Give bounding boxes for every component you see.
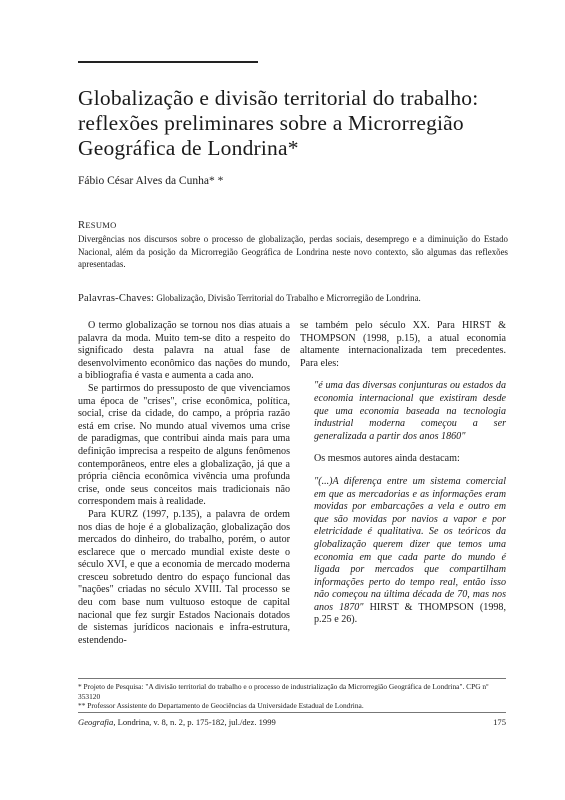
paragraph: Para KURZ (1997, p.135), a palavra de ordem nos dias de hoje é a globalização, globalização dos mercados do dinheiro, do trabalho, porém, o autor esclarece que o mercado mundial existe deste o século XVI, e que a economia de mercado moderna cresceu sobretudo dentro do espaço funcional das "nações" criadas no século XVIII. Tal processo se deu com base num vultuoso estoque de capital nacional que fez surgir Estados Nacionais dotados de sistemas jurídicos nacionais e infra-estrutura, estendendo- bbox=[78, 508, 290, 646]
footer-rule bbox=[78, 712, 506, 713]
keywords-label: Palavras-Chaves: bbox=[78, 293, 155, 304]
keywords-text: Globalização, Divisão Territorial do Trabalho e Microrregião de Londrina. bbox=[156, 293, 421, 303]
block-quote bbox=[314, 476, 506, 627]
paragraph: Se partirmos do pressuposto de que vivenciamos uma época de "crises", crise econômica, política, social, crise da cidade, do campo, a própria razão está em crise. No mundo atual vivemos uma crise de paradigmas, que contribui ainda mais para uma definição imprecisa a respeito de alguns fenômenos contemporâneos, entre eles a globalização, já que a própria ciência econômica vivência uma profunda crise, onde seus conceitos mais tradicionais não correspondem mais à realidade. bbox=[78, 382, 290, 508]
page-number: 175 bbox=[493, 717, 506, 727]
author-name: Fábio César Alves da Cunha* * bbox=[78, 175, 224, 187]
footnote: ** Professor Assistente do Departamento de Geociências da Universidade Estadual de Londrina. bbox=[78, 701, 364, 711]
body-column-right bbox=[300, 320, 506, 637]
keywords bbox=[78, 292, 508, 305]
journal-name: Geografia, bbox=[78, 717, 116, 727]
header-rule bbox=[78, 61, 258, 63]
abstract-text: Divergências nos discursos sobre o processo de globalização, perdas sociais, desemprego e a diminuição do Estado Nacional, além da posição da Microrregião Geográfica de Londrina neste novo contexto, são algumas das reflexões apresentadas. bbox=[78, 234, 508, 269]
article-title: Globalização e divisão territorial do trabalho: reflexões preliminares sobre a Microrregião Geográfica de Londrina* bbox=[78, 86, 479, 160]
quote-citation: HIRST & THOMPSON (1998, p.25 e 26). bbox=[314, 601, 506, 626]
abstract-label-initial: R bbox=[78, 220, 86, 231]
paragraph: O termo globalização se tornou nos dias atuais a palavra da moda. Muito tem-se dito a respeito do significado desta palavra na atual fase de desenvolvimento econômico das nações do mundo, a bibliografia é vasta e aumenta a cada ano. bbox=[78, 320, 290, 382]
body-column-left bbox=[78, 320, 290, 647]
footnote: * Projeto de Pesquisa: "A divisão territorial do trabalho e o processo de industrialização da Microrregião Geográfica de Londrina". CPG nº 353120 bbox=[78, 682, 489, 701]
page-footer bbox=[78, 717, 506, 727]
footnote-rule bbox=[78, 678, 506, 679]
footnotes bbox=[78, 682, 508, 711]
quote-text: "(...)A diferença entre um sistema comercial em que as mercadorias e as informações eram movidas por embarcações a vela e outro em que são movidas por navios a vapor e por eletricidade é qualitativa. Se os teóricos da globalização querem dizer que temos uma economia em que cada parte do mundo é ligada por mercados que compartilham informações perto do tempo real, então isso não começou na última década de 70, mas nos anos 1870" bbox=[314, 475, 506, 613]
abstract-label bbox=[78, 220, 117, 231]
paragraph: Os mesmos autores ainda destacam: bbox=[314, 453, 460, 465]
journal-details: Londrina, v. 8, n. 2, p. 175-182, jul./dez. 1999 bbox=[115, 717, 276, 727]
abstract-label-rest: ESUMO bbox=[85, 220, 117, 230]
block-quote: "é uma das diversas conjunturas ou estados da economia internacional que existiram desde que uma economia baseada na tecnologia industrial moderna começou a ser generalizada a partir dos anos 1860" bbox=[314, 380, 506, 442]
paragraph: se também pelo século XX. Para HIRST & THOMPSON (1998, p.15), a atual economia altamente internacionalizada tem precedentes. Para eles: bbox=[300, 320, 506, 369]
